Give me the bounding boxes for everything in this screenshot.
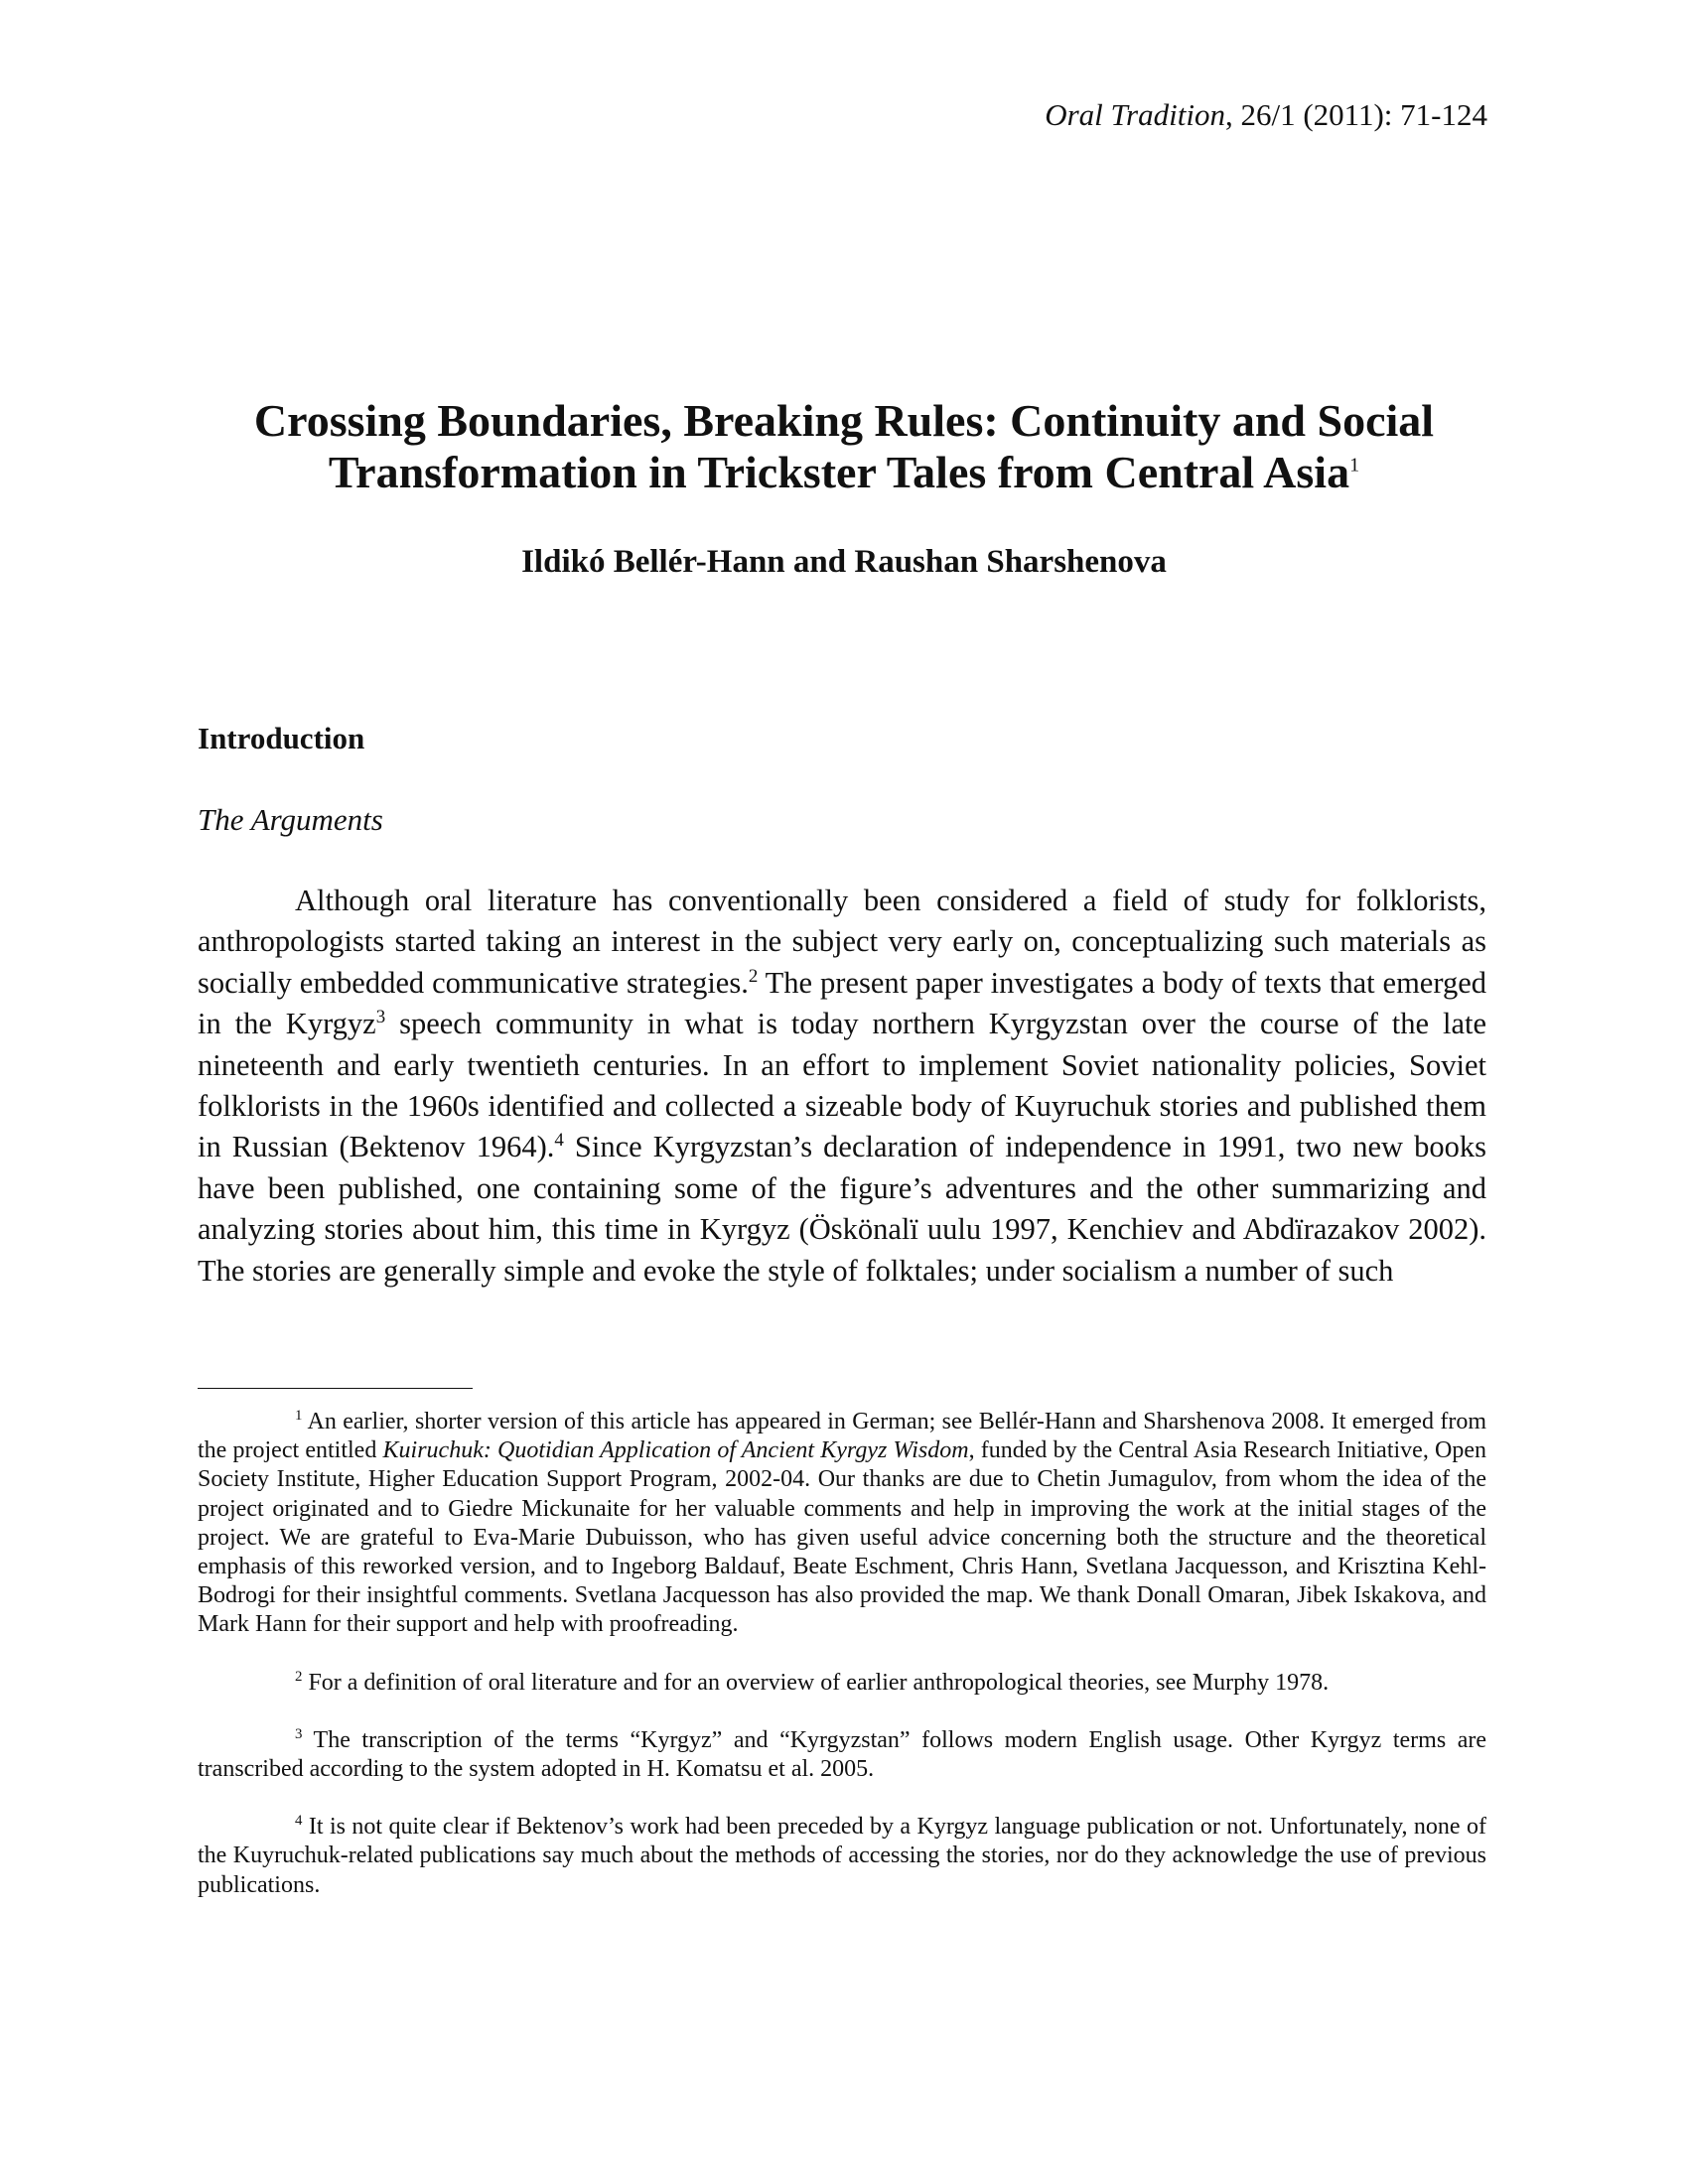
footnote-1-project-title: Kuiruchuk: Quotidian Application of Ancient Kyrgyz Wisdom [382,1437,969,1464]
title-line-1: Crossing Boundaries, Breaking Rules: Continuity and Social [253,395,1435,446]
body-paragraph [198,881,1486,1292]
footnote-1-number: 1 [295,1408,303,1424]
footnote-2 [198,1669,1486,1698]
body-text-part-2: The present paper investigates a body of texts that emerged in the Kyrgyz [198,965,1486,1041]
title-line-2 [199,447,1489,498]
footnote-4-number: 4 [295,1813,303,1830]
body-text-part-3: speech community in what is today northern Kyrgyzstan over the course of the late nineteenth and early twentieth centuries. In an effort to implement Soviet nationality policies, Soviet folklorists in the 1960s identified and collected a sizeable body of Kuyruchuk stories and published them in Russian (Bektenov 1964). [198,1007,1486,1164]
article-title [199,395,1489,498]
footnote-separator [198,1388,473,1389]
running-head [1045,95,1487,135]
footnote-3 [198,1726,1486,1784]
journal-citation: , 26/1 (2011): 71-124 [1224,97,1487,132]
title-footnote-ref[interactable]: 1 [1349,454,1360,477]
footnote-ref-2[interactable]: 2 [748,965,759,987]
footnote-2-text: For a definition of oral literature and for an overview of earlier anthropological theories, see Murphy 1978. [302,1669,1330,1696]
authors: Ildikó Bellér-Hann and Raushan Sharshenova [521,544,1167,580]
title-line-2-text: Transformation in Trickster Tales from Central Asia [328,447,1350,497]
body-text-part-1: Although oral literature has conventionally been considered a field of study for folklorists, anthropologists started taking an interest in the subject very early on, conceptualizing such materials as socially embedded communicative strategies. [198,884,1486,1000]
body-text-part-4: Since Kyrgyzstan’s declaration of independence in 1991, two new books have been published, one containing some of the figure’s adventures and the other summarizing and analyzing stories about him, this time in Kyrgyz (Öskönalï uulu 1997, Kenchiev and Abdïrazakov 2002). The stories are generally simple and evoke the style of folktales; under socialism a number of such [198,1130,1486,1288]
footnote-1 [198,1408,1486,1640]
footnote-4 [198,1813,1486,1900]
footnote-3-number: 3 [295,1725,303,1742]
subsection-heading: The Arguments [198,802,383,837]
section-heading: Introduction [198,721,365,755]
footnote-ref-4[interactable]: 4 [554,1130,564,1152]
journal-name: Oral Tradition [1045,97,1225,132]
footnote-4-text: It is not quite clear if Bektenov’s work had been preceded by a Kyrgyz language publication or not. Unfortunately, none of the Kuyruchuk-related publications say much about the methods of accessing the stories, nor do they acknowledge the use of previous publications. [198,1814,1486,1898]
footnotes [198,1408,1486,1929]
footnote-2-number: 2 [295,1668,303,1685]
footnote-3-text: The transcription of the terms “Kyrgyz” and “Kyrgyzstan” follows modern English usage. Other Kyrgyz terms are transcribed according to the system adopted in H. Komatsu et al. 2005. [198,1726,1486,1783]
footnote-1-text-b: , funded by the Central Asia Research Initiative, Open Society Institute, Higher Education Support Program, 2002-04. Our thanks are due to Chetin Jumagulov, from whom the idea of the project originated and to Giedre Mickunaite for her valuable comments and help in improving the work at the initial stages of the project. We are grateful to Eva-Marie Dubuisson, who has given useful advice concerning both the structure and the theoretical emphasis of this reworked version, and to Ingeborg Baldauf, Beate Eschment, Chris Hann, Svetlana Jacquesson, and Krisztina Kehl-Bodrogi for their insightful comments. Svetlana Jacquesson has also provided the map. We thank Donall Omaran, Jibek Iskakova, and Mark Hann for their support and help with proofreading. [198,1437,1487,1638]
footnote-1-text-a: An earlier, shorter version of this article has appeared in German; see Bellér-Hann and Sharshenova 2008. It emerged from the project entitled [198,1409,1486,1464]
footnote-ref-3[interactable]: 3 [375,1007,386,1028]
